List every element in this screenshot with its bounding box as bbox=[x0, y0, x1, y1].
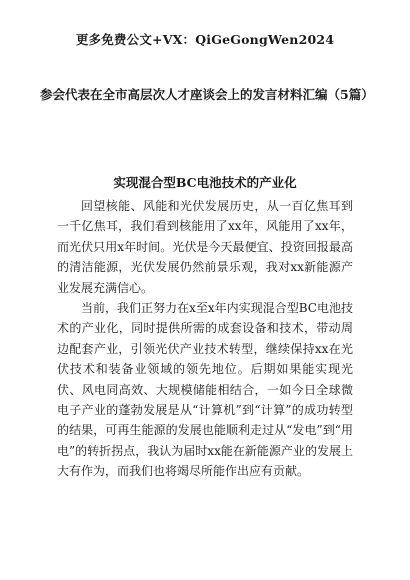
paragraph: 当前，我们正努力在x至x年内实现混合型BC电池技术的产业化，同时提供所需的成套设备和技术，带动周边配套产业，引领光伏产业技术转型，继续保持xx在光伏技术和装备业领域的领先地位。后期如果能实现光伏、风电同高效、大规模储能相结合，一如今日全球微电子产业的蓬勃发展是从“计算机”到“计算”的成功转型的结果，可再生能源的发展也能顺利走过从“发电”到“用电”的转折拐点，我认为届时xx能在新能源产业的发展上大有作为，而我们也将竭尽所能作出应有贡献。 bbox=[57, 301, 353, 479]
section-title: 实现混合型BC电池技术的产业化 bbox=[113, 175, 297, 190]
document-title: 参会代表在全市高层次人才座谈会上的发言材料汇编（5篇） bbox=[40, 87, 374, 102]
paragraph: 回望核能、风能和光伏发展历史，从一百亿焦耳到一千亿焦耳，我们看到核能用了xx年，风能用了xx年，而光伏只用x年时间。光伏是今天最便宜、投资回报最高的清洁能源，光伏发展仍然前景乐观，我对xx新能源产业发展充满信心。 bbox=[57, 199, 353, 295]
promo-header: 更多免费公文+VX：QiGeGongWen2024 bbox=[75, 32, 335, 47]
body-text bbox=[57, 196, 353, 482]
